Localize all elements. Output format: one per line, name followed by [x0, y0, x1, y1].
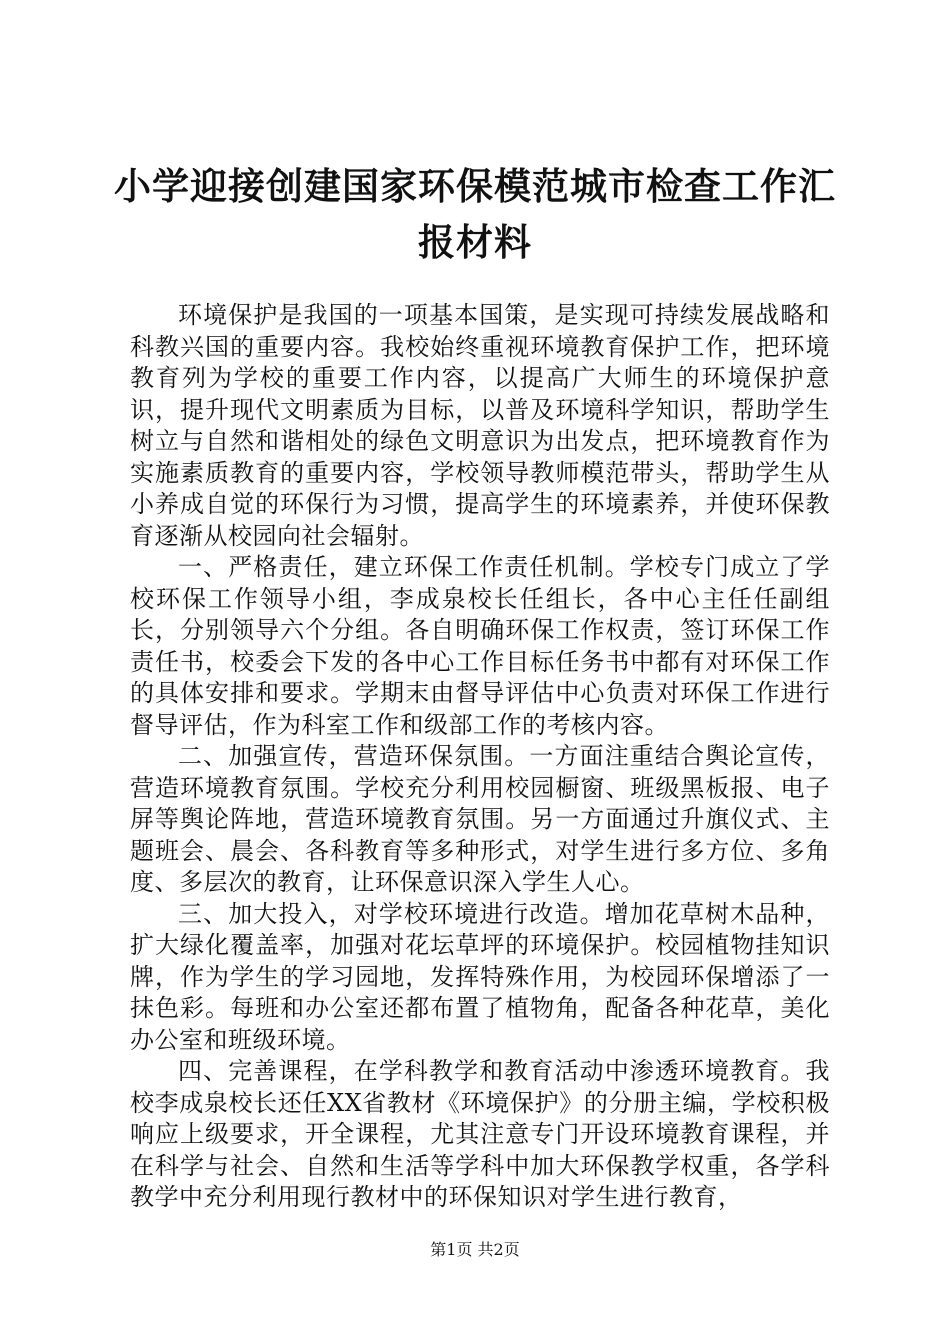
section-two-paragraph: 二、加强宣传，营造环保氛围。一方面注重结合舆论宣传，营造环境教育氛围。学校充分利用校园橱窗、班级黑板报、电子屏等舆论阵地，营造环境教育氛围。另一方面通过升旗仪式、主题班会、晨会、各科教育等多种形式，对学生进行多方位、多角度、多层次的教育，让环保意识深入学生人心。 — [130, 742, 830, 896]
document-title: 小学迎接创建国家环保模范城市检查工作汇报材料 — [114, 164, 836, 264]
section-three-paragraph: 三、加大投入，对学校环境进行改造。增加花草树木品种，扩大绿化覆盖率，加强对花坛草坪的环境保护。校园植物挂知识牌，作为学生的学习园地，发挥特殊作用，为校园环保增添了一抹色彩。每班和办公室还都布置了植物角，配备各种花草，美化办公室和班级环境。 — [130, 899, 830, 1054]
page-footer: 第1页 共2页 — [430, 1240, 520, 1259]
intro-paragraph: 环境保护是我国的一项基本国策，是实现可持续发展战略和科教兴国的重要内容。我校始终重视环境教育保护工作，把环境教育列为学校的重要工作内容，以提高广大师生的环境保护意识，提升现代文明素质为目标，以普及环境科学知识，帮助学生树立与自然和谐相处的绿色文明意识为出发点，把环境教育作为实施素质教育的重要内容，学校领导教师模范带头，帮助学生从小养成自觉的环保行为习惯，提高学生的环境素养，并使环保教育逐渐从校园向社会辐射。 — [130, 301, 830, 550]
document-body — [130, 300, 830, 1214]
section-one-paragraph: 一、严格责任，建立环保工作责任机制。学校专门成立了学校环保工作领导小组，李成泉校长任组长，各中心主任任副组长，分别领导六个分组。各自明确环保工作权责，签订环保工作责任书，校委会下发的各中心工作目标任务书中都有对环保工作的具体安排和要求。学期末由督导评估中心负责对环保工作进行督导评估，作为科室工作和级部工作的考核内容。 — [130, 553, 830, 739]
section-four-paragraph: 四、完善课程，在学科教学和教育活动中渗透环境教育。我校李成泉校长还任XX省教材《环境保护》的分册主编，学校积极响应上级要求，开全课程，尤其注意专门开设环境教育课程，并在科学与社会、自然和生活等学科中加大环保教学权重，各学科教学中充分利用现行教材中的环保知识对学生进行教育， — [130, 1057, 830, 1211]
